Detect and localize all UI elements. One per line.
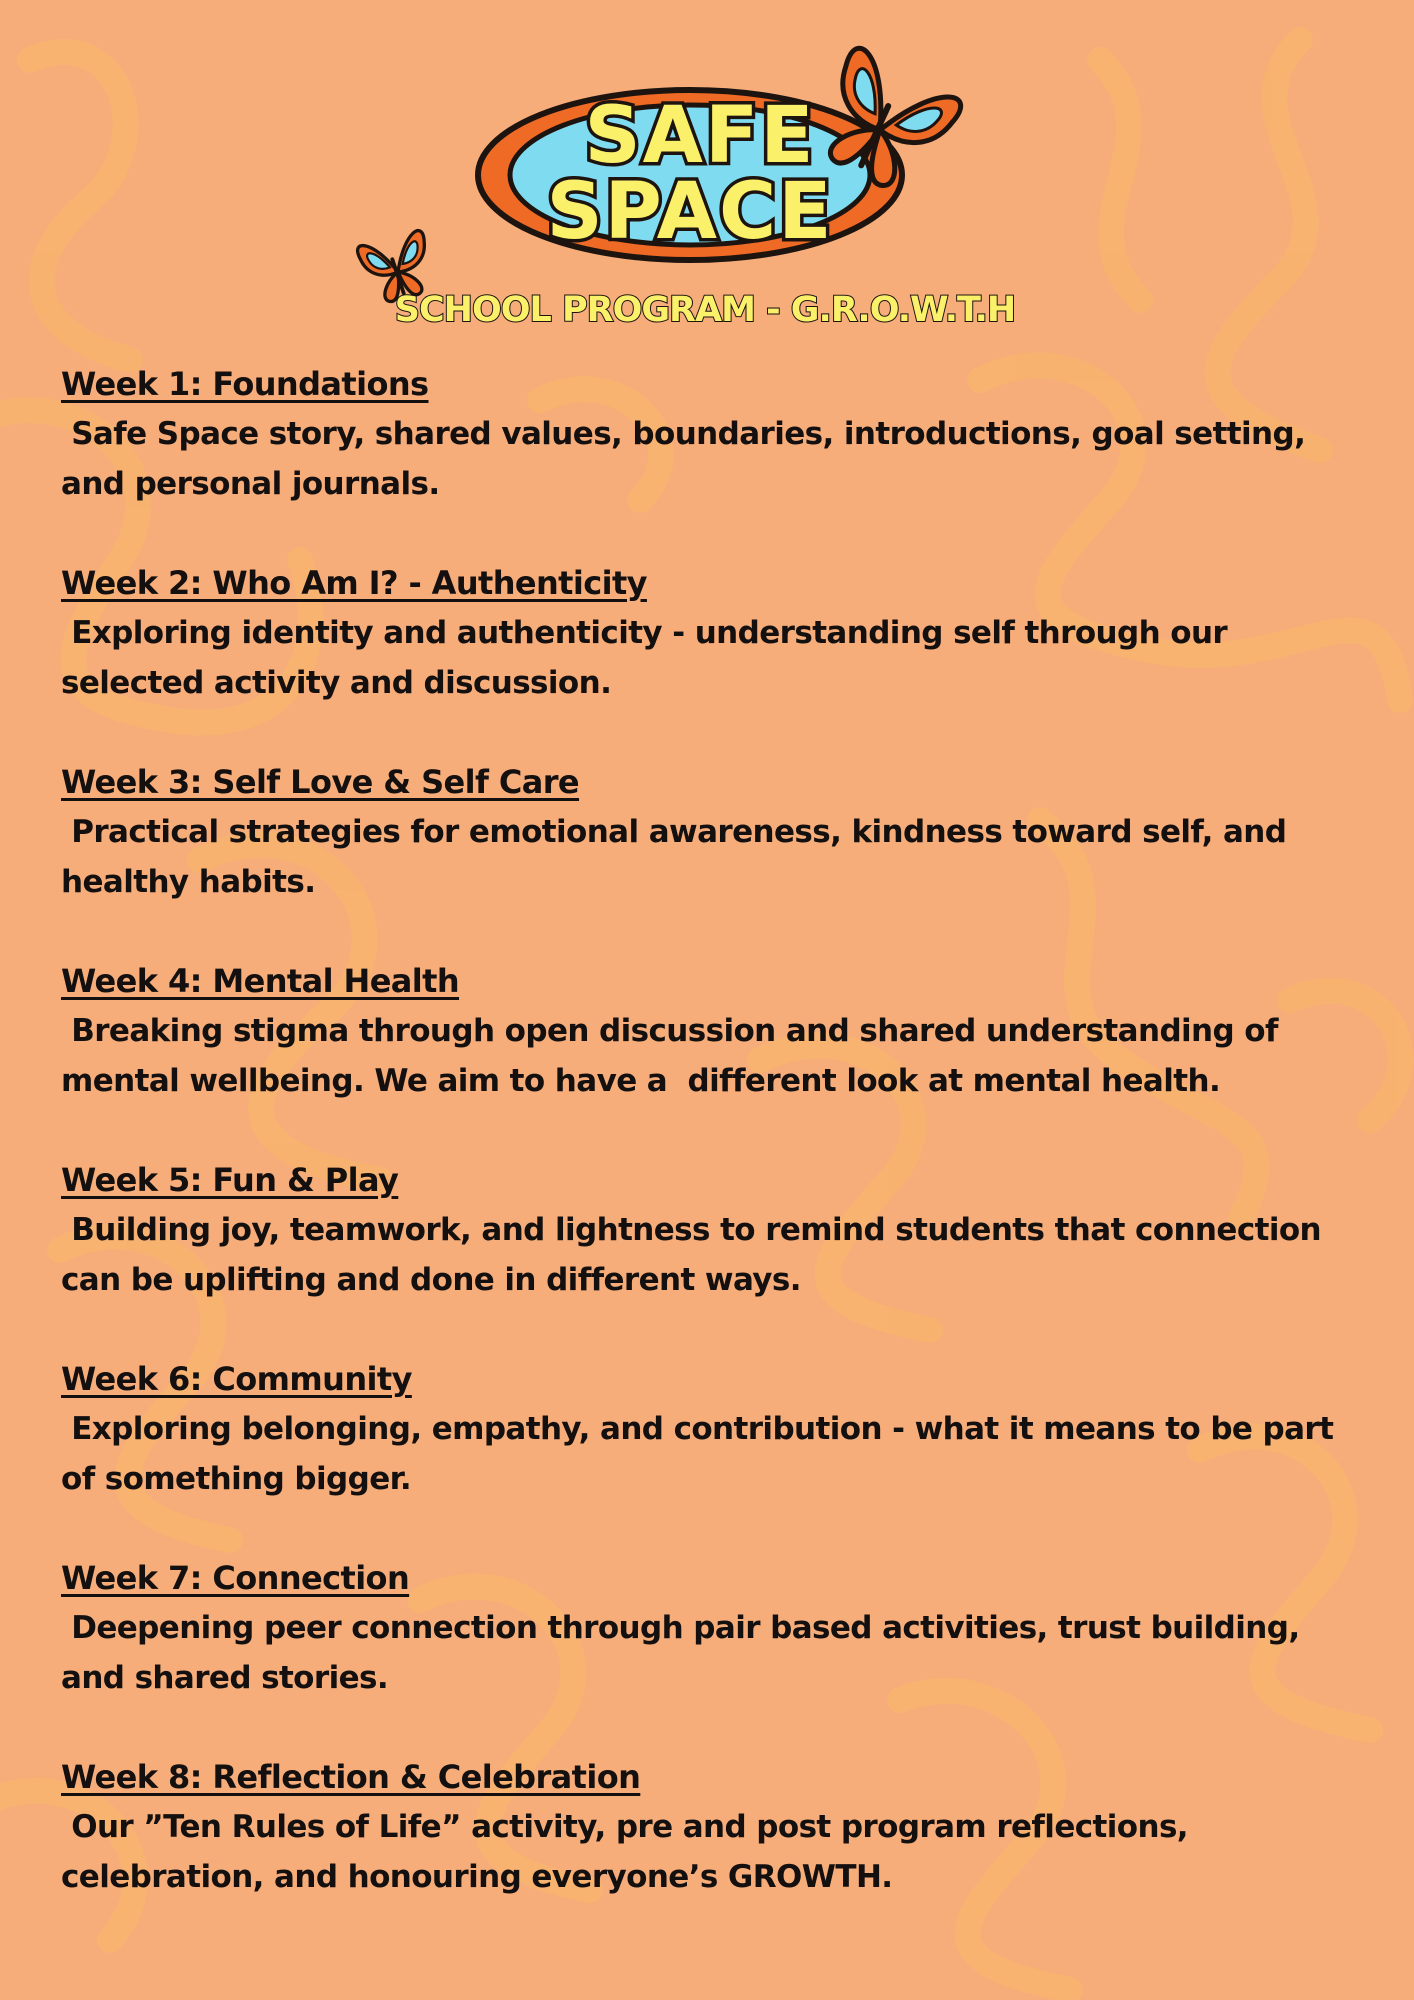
week-description: Practical strategies for emotional awareness, kindness toward self, and healthy habits. — [61, 814, 1297, 900]
week-2 — [61, 558, 1361, 708]
week-title: Week 6: Community — [61, 1360, 412, 1398]
header — [0, 0, 1414, 345]
week-6 — [61, 1354, 1361, 1504]
week-title: Week 3: Self Love & Self Care — [61, 763, 580, 801]
week-title: Week 5: Fun & Play — [61, 1161, 399, 1199]
week-description: Our ”Ten Rules of Life” activity, pre and post program reflections, celebration, and honouring everyone’s GROWTH. — [61, 1809, 1199, 1895]
week-description: Breaking stigma through open discussion and shared understanding of mental wellbeing. We aim to have a different look at mental health. — [61, 1013, 1289, 1099]
week-title: Week 1: Foundations — [61, 365, 429, 403]
program-content — [61, 359, 1361, 1951]
week-1 — [61, 359, 1361, 509]
week-5 — [61, 1155, 1361, 1305]
week-description: Exploring identity and authenticity - understanding self through our selected activity and discussion. — [61, 615, 1238, 701]
week-7 — [61, 1553, 1361, 1703]
program-subtitle: SCHOOL PROGRAM - G.R.O.W.T.H — [394, 290, 1016, 330]
week-title: Week 4: Mental Health — [61, 962, 460, 1000]
logo-line1: SAFE — [584, 91, 816, 181]
logo-line2: SPACE — [546, 167, 834, 257]
week-3 — [61, 757, 1361, 907]
week-8 — [61, 1752, 1361, 1902]
week-description: Building joy, teamwork, and lightness to remind students that connection can be uplifting and done in different ways. — [61, 1212, 1332, 1298]
week-description: Exploring belonging, empathy, and contribution - what it means to be part of something bigger. — [61, 1411, 1344, 1497]
week-description: Safe Space story, shared values, boundaries, introductions, goal setting, and personal journals. — [61, 416, 1316, 502]
week-title: Week 7: Connection — [61, 1559, 410, 1597]
week-title: Week 2: Who Am I? - Authenticity — [61, 564, 647, 602]
week-4 — [61, 956, 1361, 1106]
week-description: Deepening peer connection through pair based activities, trust building, and shared stories. — [61, 1610, 1310, 1696]
week-title: Week 8: Reflection & Celebration — [61, 1758, 641, 1796]
